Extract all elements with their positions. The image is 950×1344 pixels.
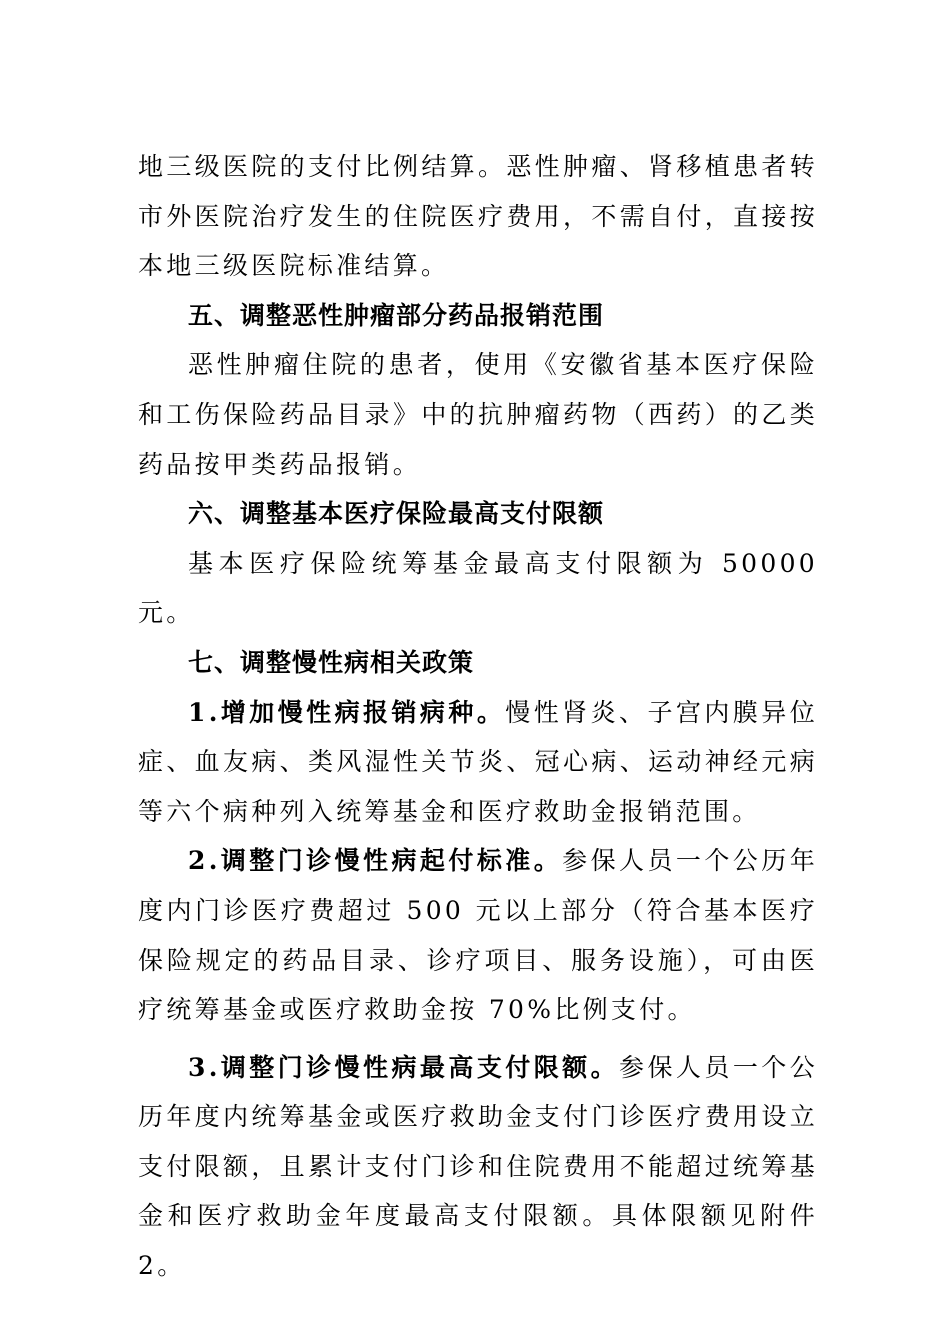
section-6-body: 基本医疗保险统筹基金最高支付限额为 50000 元。 (138, 548, 818, 628)
item-3-lead: 3.调整门诊慢性病最高支付限额。 (188, 1052, 620, 1082)
section-6-heading: 六、调整基本医疗保险最高支付限额 (188, 499, 605, 529)
item-1-body: 慢性肾炎、子宫内膜异位症、血友病、类风湿性关节炎、冠心病、运动神经元病等六个病种列入统筹基金和医疗救助金报销范围。 (138, 697, 818, 826)
section-5-body: 恶性肿瘤住院的患者，使用《安徽省基本医疗保险和工伤保险药品目录》中的抗肿瘤药物（西药）的乙类药品按甲类药品报销。 (138, 350, 818, 479)
section-5-heading: 五、调整恶性肿瘤部分药品报销范围 (188, 300, 605, 330)
item-3-paragraph (138, 1043, 818, 1291)
item-3-body: 参保人员一个公历年度内统筹基金或医疗救助金支付门诊医疗费用设立支付限额，且累计支付门诊和住院费用不能超过统筹基金和医疗救助金年度最高支付限额。具体限额见附件 2。 (138, 1052, 819, 1281)
item-2-lead: 2.调整门诊慢性病起付标准。 (188, 846, 563, 876)
paragraph-continuation: 地三级医院的支付比例结算。恶性肿瘤、肾移植患者转市外医院治疗发生的住院医疗费用，不需自付，直接按本地三级医院标准结算。 (138, 152, 818, 281)
section-7-heading: 七、调整慢性病相关政策 (188, 647, 475, 677)
item-1-lead: 1.增加慢性病报销病种。 (188, 697, 506, 727)
item-2-paragraph (138, 836, 818, 1034)
item-2-body: 参保人员一个公历年度内门诊医疗费超过 500 元以上部分（符合基本医疗保险规定的药品目录、诊疗项目、服务设施），可由医疗统筹基金或医疗救助金按 70%比例支付。 (138, 846, 818, 1025)
document-page (138, 142, 818, 1291)
item-1-paragraph (138, 688, 818, 837)
